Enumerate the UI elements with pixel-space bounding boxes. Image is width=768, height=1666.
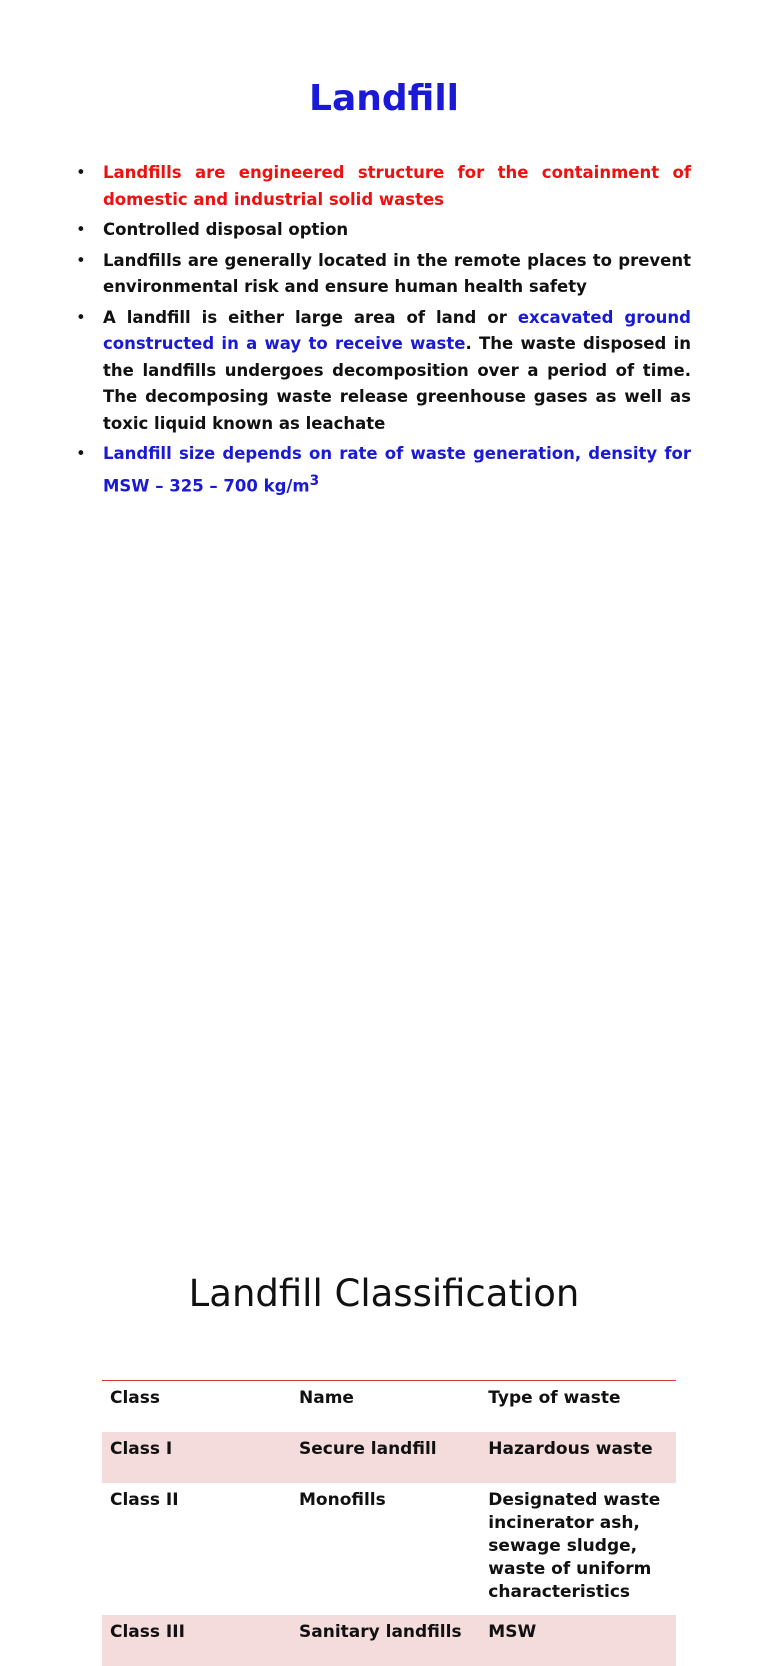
bullet-text: Landfills are engineered structure for the containment of domestic and industrial solid wastes [103, 163, 691, 209]
bullet-item [76, 305, 691, 438]
bullet-marker: • [76, 220, 86, 239]
table-row [102, 1615, 676, 1666]
bullet-item [76, 160, 691, 213]
column-header-type: Type of waste [488, 1388, 621, 1408]
superscript: 3 [309, 472, 320, 489]
slide-landfill-classification [0, 600, 768, 1642]
bullet-marker: • [76, 307, 86, 327]
bullet-text: . The waste disposed in the landfills undergoes decomposition over a period of time. The decomposing waste release greenhouse gases as well as toxic liquid known as leachate [103, 334, 691, 433]
bullet-list [76, 160, 691, 504]
table-cell: Secure landfill [291, 1432, 480, 1483]
bullet-text: Controlled disposal option [103, 220, 349, 239]
slide-landfill [0, 0, 768, 600]
bullet-marker: • [76, 250, 86, 270]
table-cell: Class II [110, 1490, 179, 1510]
bullet-item [76, 248, 691, 301]
table-row [102, 1432, 676, 1483]
bullet-item [76, 217, 691, 244]
table-header-row [102, 1381, 676, 1433]
table-cell: Sanitary landfills [291, 1615, 480, 1666]
bullet-marker: • [76, 163, 86, 182]
table-cell: Class III [102, 1615, 291, 1666]
table-cell: Designated waste incinerator ash, sewage sludge, waste of uniform characteristics [488, 1490, 661, 1602]
table-cell: Hazardous waste [480, 1432, 676, 1483]
table-cell: Class I [102, 1432, 291, 1483]
slide-title: Landfill Classification [188, 1272, 580, 1315]
bullet-text: A landfill is either large area of land or [103, 307, 518, 327]
bullet-text: Landfill size depends on rate of waste generation, density for MSW – 325 – 700 kg/m [103, 444, 691, 495]
table-cell: Monofills [299, 1490, 386, 1510]
slide-title: Landfill [309, 78, 459, 119]
column-header-class: Class [110, 1388, 161, 1408]
bullet-text: excavated ground constructed in a way to receive waste [103, 307, 691, 353]
bullet-marker: • [76, 444, 86, 463]
bullet-text: Landfills are generally located in the remote places to prevent environmental risk and ensure human health safety [103, 250, 691, 296]
table-cell: MSW [480, 1615, 676, 1666]
table-row [102, 1483, 676, 1615]
bullet-item [76, 441, 691, 500]
column-header-name: Name [299, 1388, 354, 1408]
classification-table [102, 1380, 676, 1666]
table-body [102, 1432, 676, 1666]
